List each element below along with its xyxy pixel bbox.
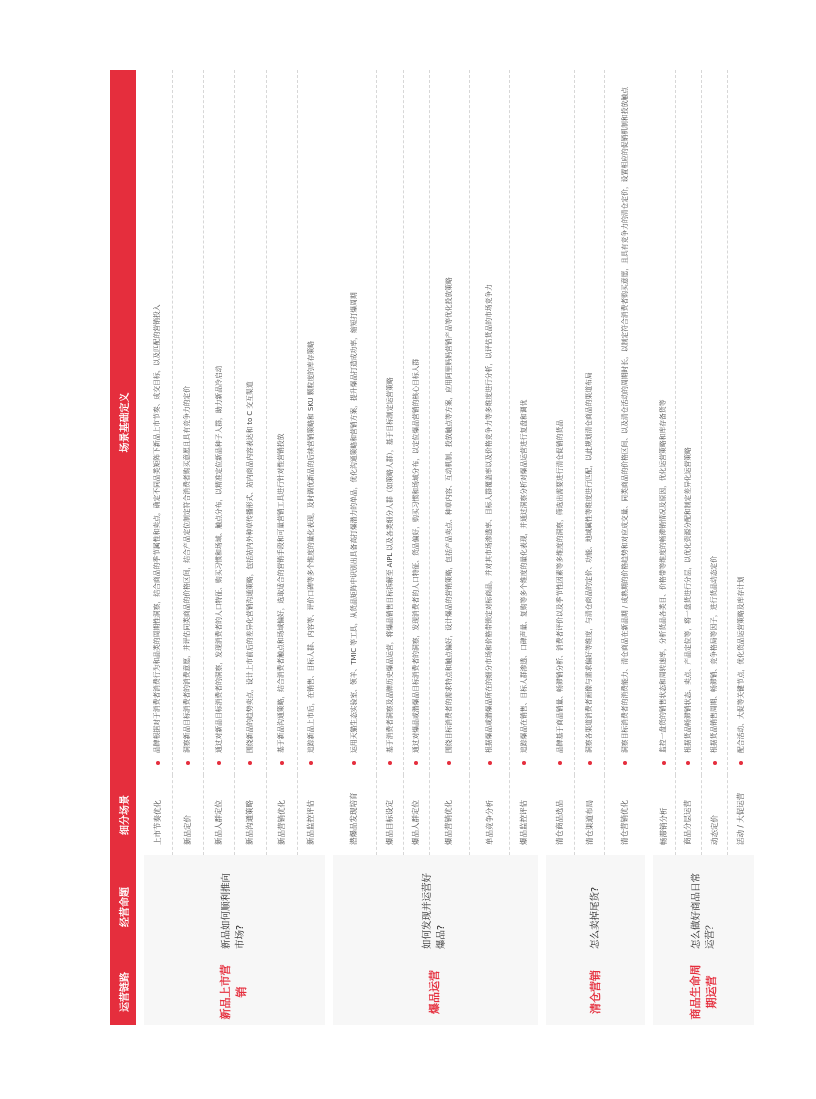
sub-scene: 爆品监控评估 <box>510 775 542 855</box>
definition-text: 洞察新品目标消费者的消费意愿，并评估同类商品的价格区间，结合产品定位制定符合消费者购买意愿且具有竞争力的定价 <box>183 385 192 753</box>
definition-text: 基于消费者洞察及品牌历史爆品运营，将爆品销售目标拆解至 AIPL 以及各类细分人群（如策略人群），基于目标制定运营策略 <box>385 377 394 753</box>
definition-text: 根据货品销售周期、畅滞销、竞争格局等因子，进行货品动态定价 <box>710 555 719 753</box>
sub-scene: 单品竞争分析 <box>470 775 510 855</box>
business-topic: 怎么卖掉尾货? <box>542 855 649 959</box>
table-header-row <box>110 70 140 1025</box>
sub-scene: 爆品人群定位 <box>403 775 429 855</box>
sub-scene: 潜爆品发现培育 <box>329 775 377 855</box>
bullet-dot-icon <box>309 761 313 765</box>
scene-definition <box>605 70 649 775</box>
scene-definition <box>429 70 469 775</box>
bullet-dot-icon <box>248 761 252 765</box>
sub-scene: 商品分层运营 <box>675 775 701 855</box>
sub-scene: 爆品营销优化 <box>429 775 469 855</box>
header-operation-path: 运营链路 <box>110 959 140 1025</box>
definition-text: 洞察目标消费者的消费能力、清仓商品在新品期 / 成熟期的价格趋势和对应成交量、同类商品的价格区间、以及清仓活动的周期时长，以制定符合消费者购买意愿，且具有竞争力的清仓定价，设置相应的促销机制和投放触点 <box>620 87 629 753</box>
header-scene-definition: 场景基础定义 <box>110 70 140 775</box>
table-row <box>649 70 675 1025</box>
definition-text: 追踪爆品在销售、目标人群渗透、口碑声量、复购等多个维度的量化表现，并通过洞察分析对爆品运营进行复盘和调优 <box>519 399 528 753</box>
sub-scene: 活动 / 大促运营 <box>728 775 754 855</box>
bullet-dot-icon <box>280 761 284 765</box>
scene-definition <box>172 70 203 775</box>
scene-definition <box>297 70 328 775</box>
operation-path: 新品上市营销 <box>140 959 329 1025</box>
sub-scene: 新品沟通策略 <box>235 775 266 855</box>
sub-scene: 清仓营销优化 <box>605 775 649 855</box>
operation-path: 商品生命周期运营 <box>649 959 754 1025</box>
definition-text: 监控一盘货的销售状态和周转速率，分析货品各类目、价格带等维度的畅滞销情况及原因，优化运营策略和库存备货等 <box>659 399 668 753</box>
scene-definition <box>204 70 235 775</box>
scene-definition <box>542 70 574 775</box>
table-row <box>542 70 574 1025</box>
definition-text: 通过对爆品或潜爆品目标消费者的洞察，发现消费者的人口特征、货品偏好，购买习惯和场域分布，以定位爆品营销的核心目标人群 <box>411 358 420 753</box>
definition-text: 品牌基于商品销量、畅滞销分析、消费者评价以及季节性因素等多维度的洞察，筛选出需要进行清仓促销的货品 <box>555 419 564 753</box>
scene-definition <box>675 70 701 775</box>
definition-text: 配合活动、大促等关键节点，优化货品运营策略及库存计划 <box>736 576 745 753</box>
business-topic: 如何发现并运营好爆品? <box>329 855 543 959</box>
header-sub-scene: 细分场景 <box>110 775 140 855</box>
definition-text: 基于新品沟通策略，结合消费者触点和场域偏好，选取适合的营销手段和可量营销工具进行针对性营销投放 <box>277 433 286 753</box>
bullet-dot-icon <box>414 761 418 765</box>
sub-scene: 新品定价 <box>172 775 203 855</box>
bullet-dot-icon <box>662 761 666 765</box>
section-hot-product <box>329 70 543 1025</box>
sub-scene: 新品人群定位 <box>204 775 235 855</box>
scene-definition <box>377 70 403 775</box>
business-topic: 怎么做好商品日常运营？ <box>649 855 754 959</box>
scene-definition <box>235 70 266 775</box>
bullet-dot-icon <box>558 761 562 765</box>
scene-definition <box>470 70 510 775</box>
sub-scene: 新品监控评估 <box>297 775 328 855</box>
bullet-dot-icon <box>713 761 717 765</box>
bullet-dot-icon <box>447 761 451 765</box>
bullet-dot-icon <box>739 761 743 765</box>
definition-text: 围绕目标消费者的需求特点和触点偏好，设计爆品的营销策略，包括产品卖点、种草内容、互动机制、投放触点等方案，应用阿里妈妈营销产品等优化投放策略 <box>444 277 453 753</box>
scenario-table-page <box>110 70 754 1025</box>
scene-definition <box>140 70 172 775</box>
scene-definition <box>329 70 377 775</box>
scene-definition <box>575 70 605 775</box>
definition-text: 品牌根据对于消费者消费行为和品类的周期性洞察，结合商品的季节属性和卖点，确定不同品类矩阵下新品上市节奏、成交目标，以及匹配的营销投入 <box>153 304 162 753</box>
section-lifecycle <box>649 70 754 1025</box>
scene-definition <box>702 70 728 775</box>
business-topic: 新品如何顺利推向市场? <box>140 855 329 959</box>
scene-definition <box>649 70 675 775</box>
definition-text: 围绕新品的趋势卖点，设计上市前后的差异化营销沟通策略，包括站内外种草传播形式、站内商品内容表达和 to C 交互渠道 <box>245 381 254 753</box>
sub-scene: 新品营销优化 <box>266 775 297 855</box>
bullet-dot-icon <box>488 761 492 765</box>
definition-text: 通过对新品目标消费者的洞察，发现消费者的人口特征、购买习惯和场域、触点分布，以精准定位新品种子人群，助力新品冷启动 <box>214 365 223 753</box>
bullet-dot-icon <box>388 761 392 765</box>
sub-scene: 动态定价 <box>702 775 728 855</box>
scene-definition <box>728 70 754 775</box>
definition-text: 洞察各渠道消费者画像与需求偏好等维度，与清仓商品的定价、功能、地域属性等维度进行匹配，以此规划清仓商品的渠道布局 <box>585 372 594 753</box>
header-business-topic: 经营命题 <box>110 855 140 959</box>
bullet-dot-icon <box>156 761 160 765</box>
section-clearance <box>542 70 649 1025</box>
sub-scene: 爆品目标设定 <box>377 775 403 855</box>
bullet-dot-icon <box>217 761 221 765</box>
operation-path: 爆品运营 <box>329 959 543 1025</box>
bullet-dot-icon <box>686 761 690 765</box>
bullet-dot-icon <box>522 761 526 765</box>
table-row <box>329 70 377 1025</box>
table-row <box>140 70 172 1025</box>
definition-text: 根据爆品或潜爆品所在的细分市场和价格带锁定对标商品，并对其市场渗透率、目标人群覆盖率以及价格竞争力等多维度进行分析，以评估货品的市场竞争力 <box>485 284 494 753</box>
definition-text: 根据货品畅滞销状态、卖点、产品定位等，将一盘货进行分层，以优化资源分配和制定差异化运营策略 <box>683 447 692 753</box>
scene-definition <box>510 70 542 775</box>
sub-scene: 畅滞销分析 <box>649 775 675 855</box>
sub-scene: 上市节奏优化 <box>140 775 172 855</box>
definition-text: 追踪新品上市后，在销售、目标人群、内容等、评价口碑等多个维度的量化表现，及时调优新品的后续营销策略和 SKU 颗粒度的库存策略 <box>306 340 315 753</box>
bullet-dot-icon <box>623 761 627 765</box>
scene-definition <box>403 70 429 775</box>
bullet-dot-icon <box>588 761 592 765</box>
bullet-dot-icon <box>352 761 356 765</box>
sub-scene: 清仓商品选品 <box>542 775 574 855</box>
operation-path: 清仓营销 <box>542 959 649 1025</box>
sub-scene: 清仓渠道布局 <box>575 775 605 855</box>
scenario-table <box>110 70 754 1025</box>
scene-definition <box>266 70 297 775</box>
section-new-product <box>140 70 329 1025</box>
definition-text: 运用天猫生态实验室、领羊、TMIC 等工具，从货品矩阵中识别出具备高打爆潜力的单品，优化沟通策略和营销方案，提升爆品打造成功率，缩短打爆周期 <box>349 292 358 753</box>
bullet-dot-icon <box>186 761 190 765</box>
